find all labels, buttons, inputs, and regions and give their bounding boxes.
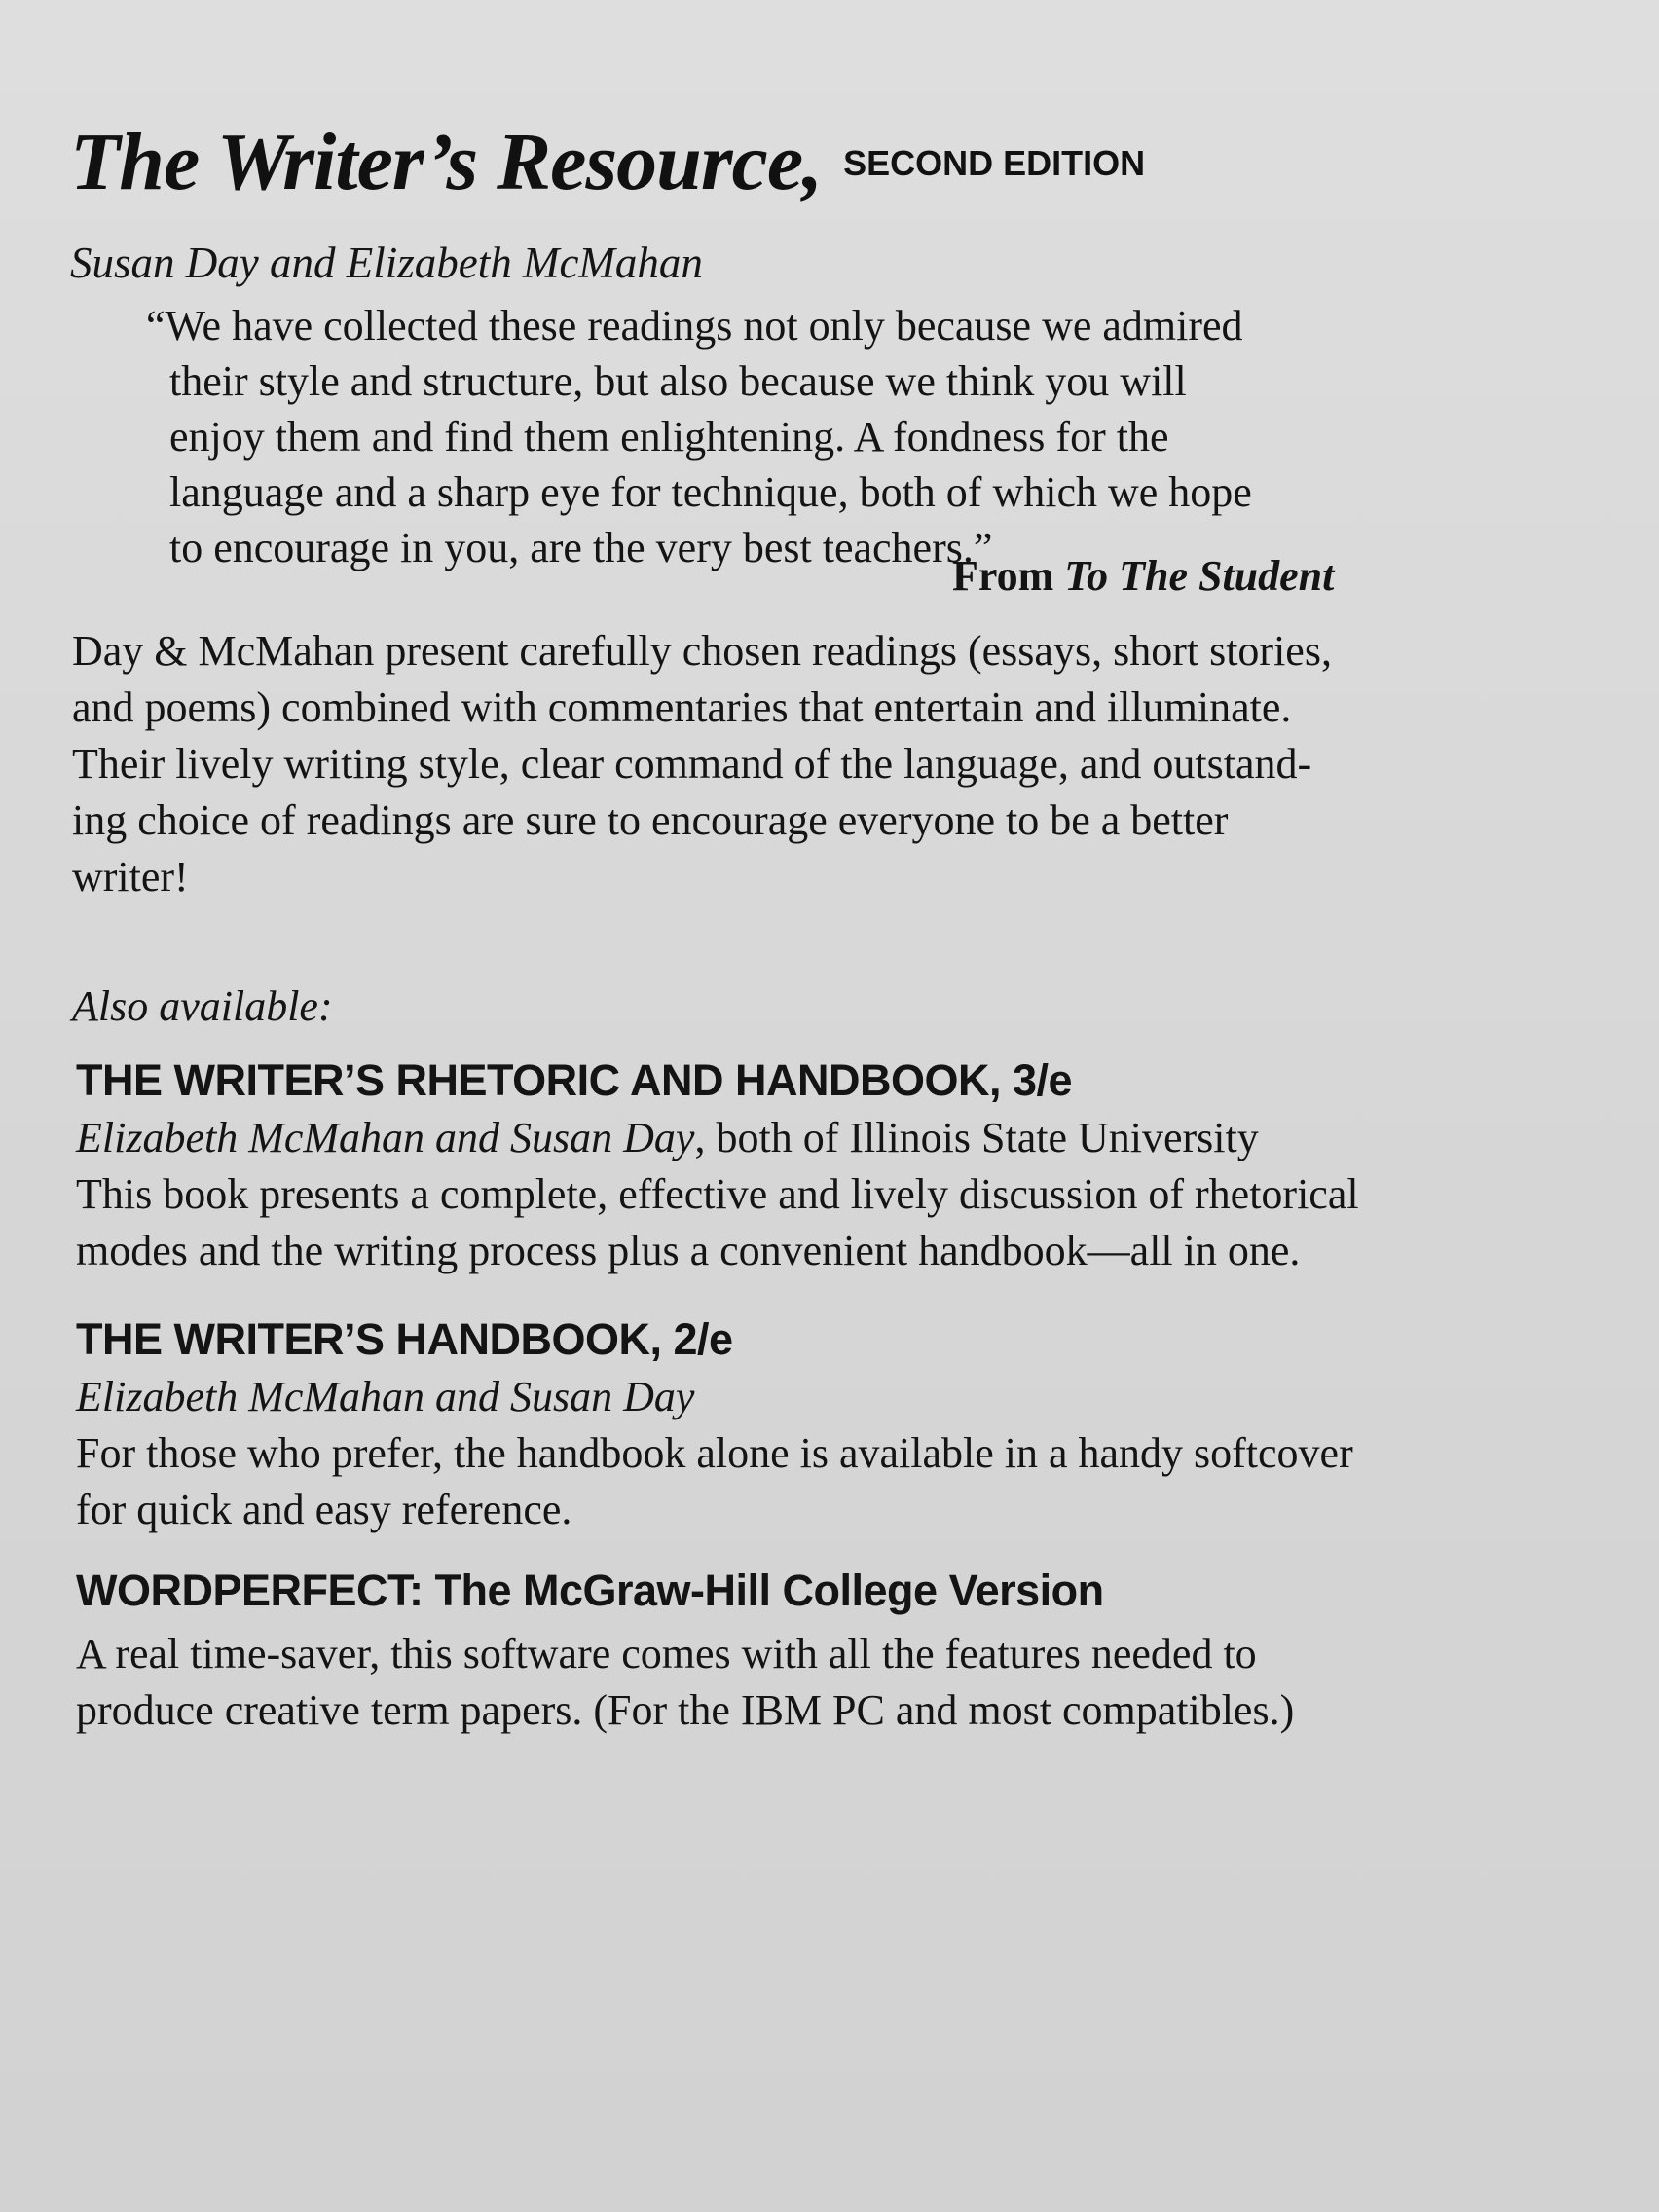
description-line: ing choice of readings are sure to encourage everyone to be a better — [72, 796, 1229, 844]
quote-line: “We have collected these readings not only because we admired — [146, 302, 1243, 350]
quote-line: enjoy them and find them enlightening. A fondness for the — [169, 413, 1169, 461]
quote — [146, 298, 1509, 575]
related-book-description-line: for quick and easy reference. — [76, 1486, 572, 1533]
also-available-heading: Also available: — [72, 982, 333, 1030]
description-line: Day & McMahan present carefully chosen readings (essays, short stories, — [72, 627, 1332, 675]
related-book-affiliation: , both of Illinois State University — [694, 1114, 1259, 1161]
attribution-prefix: From — [952, 552, 1054, 600]
related-product-description-line: A real time-saver, this software comes with all the features needed to — [76, 1630, 1257, 1677]
related-book-title: THE WRITER’S HANDBOOK, 2/e — [76, 1314, 733, 1364]
description — [72, 623, 1610, 905]
quote-attribution — [952, 551, 1334, 601]
attribution-source: To The Student — [1064, 552, 1335, 600]
related-book-authors — [76, 1110, 1634, 1166]
related-book-author-names: Elizabeth McMahan and Susan Day — [76, 1373, 695, 1420]
related-book — [76, 1051, 1634, 1279]
description-line: Their lively writing style, clear command of the language, and outstand- — [72, 740, 1312, 788]
related-product-description-line: produce creative term papers. (For the IBM PC and most compatibles.) — [76, 1686, 1295, 1734]
related-product-title: WORDPERFECT: The McGraw-Hill College Version — [76, 1566, 1104, 1615]
related-product-description — [76, 1626, 1634, 1739]
quote-line: to encourage in you, are the very best teachers.” — [169, 524, 993, 571]
related-book — [76, 1310, 1634, 1538]
related-book-authors — [76, 1369, 1634, 1425]
related-book-description-line: modes and the writing process plus a convenient handbook—all in one. — [76, 1227, 1301, 1274]
related-book-description-line: For those who prefer, the handbook alone is available in a handy softcover — [76, 1429, 1353, 1477]
book-title: The Writer’s Resource, — [70, 117, 823, 207]
quote-line: language and a sharp eye for technique, both of which we hope — [169, 468, 1252, 516]
related-product — [76, 1562, 1634, 1739]
description-line: writer! — [72, 853, 189, 901]
title-row — [70, 115, 1145, 209]
authors: Susan Day and Elizabeth McMahan — [70, 239, 703, 287]
related-book-title: THE WRITER’S RHETORIC AND HANDBOOK, 3/e — [76, 1055, 1073, 1105]
quote-line: their style and structure, but also because we think you will — [169, 357, 1187, 405]
description-line: and poems) combined with commentaries that entertain and illuminate. — [72, 683, 1292, 731]
related-book-description-line: This book presents a complete, effective and lively discussion of rhetorical — [76, 1170, 1359, 1218]
related-book-description — [76, 1166, 1634, 1279]
related-book-author-names: Elizabeth McMahan and Susan Day — [76, 1114, 695, 1161]
related-book-description — [76, 1425, 1634, 1538]
edition-label: SECOND EDITION — [843, 143, 1146, 183]
